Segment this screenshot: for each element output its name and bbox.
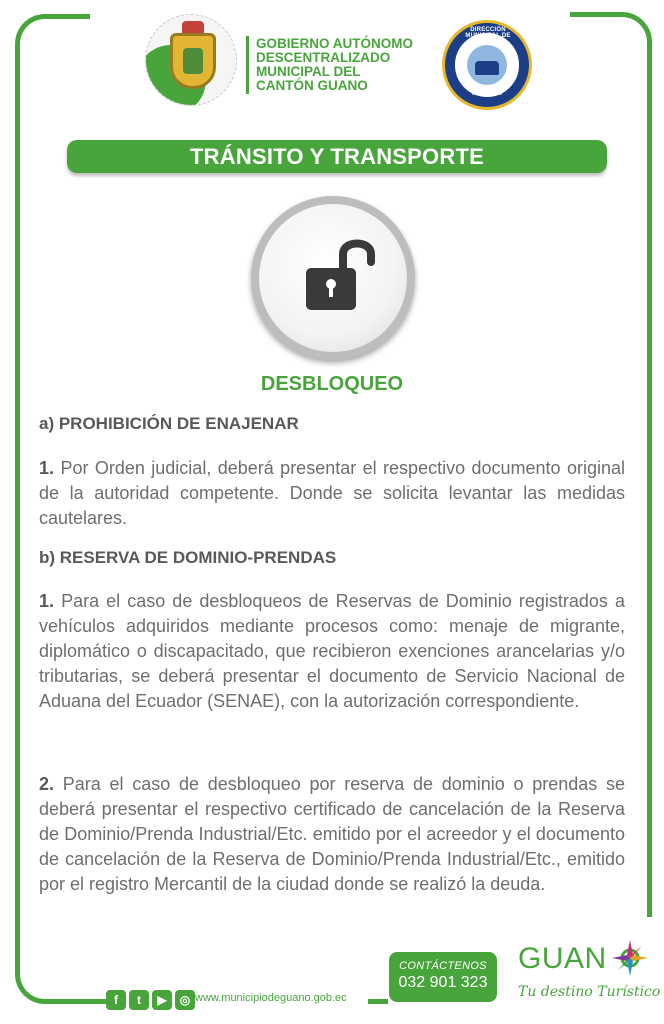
- header-divider: [246, 36, 249, 94]
- header: [0, 0, 664, 120]
- paragraph-a1: [39, 456, 625, 531]
- brand-tagline: Tu destino Turístico: [518, 984, 661, 1000]
- transit-badge-icon: [442, 20, 532, 110]
- twitter-icon[interactable]: t: [129, 990, 149, 1010]
- brand-name: GUAN: [518, 942, 607, 975]
- frame-bottom-segment: [368, 999, 388, 1004]
- gov-line: CANTÓN GUANO: [256, 78, 368, 93]
- item-number: 1.: [39, 591, 55, 611]
- item-text: Por Orden judicial, deberá presentar el respectivo documento original de la autoridad competente. Donde se solicita levantar las medidas cautelares.: [39, 458, 625, 528]
- unlock-icon: [251, 196, 415, 360]
- gov-line: GOBIERNO AUTÓNOMO: [256, 36, 413, 51]
- instagram-icon[interactable]: ◎: [175, 990, 195, 1010]
- item-number: 1.: [39, 458, 55, 478]
- website-link[interactable]: www.municipiodeguano.gob.ec: [195, 992, 347, 1004]
- contact-phone[interactable]: 032 901 323: [398, 974, 488, 991]
- contact-label: CONTÁCTENOS: [399, 960, 487, 972]
- guano-brand: [518, 942, 661, 1000]
- municipal-seal-icon: [145, 14, 237, 106]
- transit-badge-subtitle: GAD GUANO: [471, 91, 503, 97]
- paragraph-b1: [39, 589, 625, 714]
- item-number: 2.: [39, 774, 55, 794]
- heading-reserva: b) RESERVA DE DOMINIO-PRENDAS: [39, 548, 337, 567]
- youtube-icon[interactable]: ▶: [152, 990, 172, 1010]
- transit-badge-title: DIRECCIÓN MUNICIPAL DE TRÁNSITO: [465, 27, 511, 45]
- heading-prohibicion: a) PROHIBICIÓN DE ENAJENAR: [39, 414, 299, 433]
- item-text: Para el caso de desbloqueos de Reservas de Dominio registrados a vehículos adquiridos mediante procesos como: menaje de migrante, diplomático o discapacitado, que recibieron exenciones arancelarias y/o tributarias, se deberá presentar el documento de Servicio Nacional de Aduana del Ecuador (SENAE), con la autorización correspondiente.: [39, 591, 625, 711]
- paragraph-b2: [39, 772, 625, 897]
- page-title: TRÁNSITO Y TRANSPORTE: [190, 143, 484, 169]
- social-links: [106, 990, 195, 1010]
- section-title: DESBLOQUEO: [260, 373, 404, 395]
- contact-box: [389, 952, 497, 1002]
- item-text: Para el caso de desbloqueo por reserva de dominio o prendas se deberá presentar el respectivo certificado de cancelación de la Reserva de Dominio/Prenda Industrial/Etc. emitido por el acreedor y el documento de cancelación de la Reserva de Dominio/Prenda Industrial/Etc., emitido por el registro Mercantil de la ciudad donde se realizó la deuda.: [39, 774, 625, 894]
- title-bar: [67, 140, 607, 173]
- gov-line: MUNICIPAL DEL: [256, 64, 361, 79]
- gov-line: DESCENTRALIZADO: [256, 50, 391, 65]
- facebook-icon[interactable]: f: [106, 990, 126, 1010]
- compass-star-icon: [612, 940, 648, 976]
- government-name: [256, 37, 436, 93]
